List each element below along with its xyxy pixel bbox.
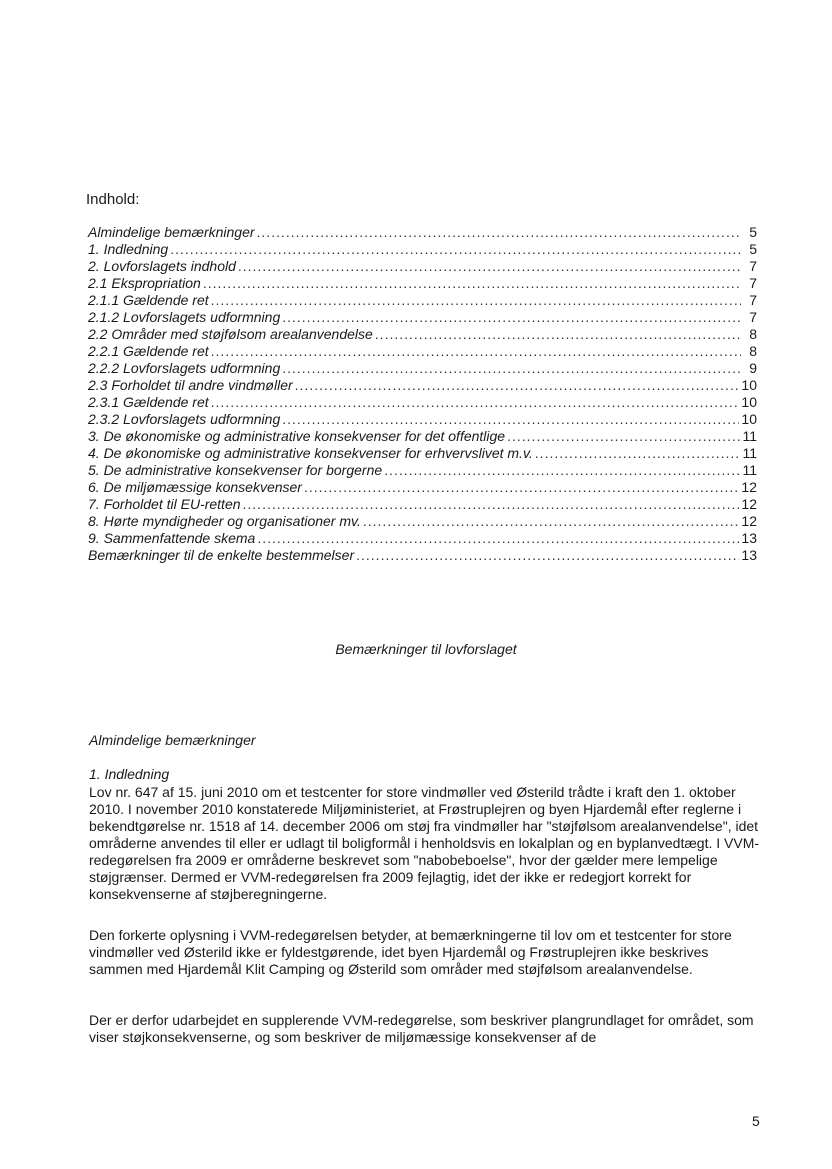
toc-dot-leader bbox=[170, 241, 741, 258]
toc-entry-title: 9. Sammenfattende skema bbox=[88, 530, 256, 546]
toc-entry-title: 8. Hørte myndigheder og organisationer mv. bbox=[88, 513, 361, 529]
toc-entry-title: 5. De administrative konsekvenser for borgerne bbox=[88, 462, 383, 478]
toc-entry bbox=[88, 411, 757, 428]
section-heading: Almindelige bemærkninger bbox=[89, 732, 256, 748]
toc-entry-title: 2.3 Forholdet til andre vindmøller bbox=[88, 377, 293, 393]
toc-entry-page: 11 bbox=[742, 445, 757, 461]
toc-dot-leader bbox=[257, 530, 739, 547]
toc-entry-page: 5 bbox=[749, 241, 757, 257]
toc-entry-title: 2.2.2 Lovforslagets udformning bbox=[88, 360, 281, 376]
toc-entry-page: 10 bbox=[741, 377, 757, 393]
toc-dot-leader bbox=[282, 309, 741, 326]
toc-entry bbox=[88, 275, 757, 292]
toc-entry bbox=[88, 547, 757, 564]
toc-dot-leader bbox=[211, 292, 741, 309]
toc-entry bbox=[88, 428, 757, 445]
toc-entry bbox=[88, 224, 757, 241]
toc-entry-page: 11 bbox=[742, 462, 757, 478]
toc-entry-title: Almindelige bemærkninger bbox=[88, 224, 255, 240]
toc-entry-title: Bemærkninger til de enkelte bestemmelser bbox=[88, 547, 355, 563]
toc-dot-leader bbox=[282, 360, 741, 377]
toc-entry-page: 11 bbox=[742, 428, 757, 444]
toc-entry bbox=[88, 394, 757, 411]
toc-entry-title: 2.2.1 Gældende ret bbox=[88, 343, 209, 359]
toc-entry-title: 3. De økonomiske og administrative konsekvenser for det offentlige bbox=[88, 428, 506, 444]
page-number: 5 bbox=[752, 1113, 760, 1129]
toc-dot-leader bbox=[295, 377, 740, 394]
toc-entry bbox=[88, 241, 757, 258]
toc-entry-page: 5 bbox=[749, 224, 757, 240]
toc-entry bbox=[88, 530, 757, 547]
table-of-contents bbox=[88, 224, 757, 564]
toc-dot-leader bbox=[535, 445, 741, 462]
toc-entry bbox=[88, 343, 757, 360]
toc-entry-title: 2.3.1 Gældende ret bbox=[88, 394, 209, 410]
toc-entry-page: 13 bbox=[741, 547, 757, 563]
toc-entry bbox=[88, 462, 757, 479]
toc-dot-leader bbox=[356, 547, 739, 564]
toc-dot-leader bbox=[363, 513, 740, 530]
toc-entry-title: 4. De økonomiske og administrative konsekvenser for erhvervslivet m.v. bbox=[88, 445, 533, 461]
body-paragraph: Den forkerte oplysning i VVM-redegørelsen betyder, at bemærkningerne til lov om et testcenter for store vindmøller ved Østerild ikke er fyldestgørende, idet byen Hjardemål og Frøstruplejren ikke beskrives sammen med Hjardemål Klit Camping og Østerild som områder med støjfølsom arealanvendelse. bbox=[89, 927, 732, 977]
toc-entry bbox=[88, 326, 757, 343]
toc-entry bbox=[88, 479, 757, 496]
toc-entry-page: 8 bbox=[749, 326, 757, 342]
toc-entry bbox=[88, 496, 757, 513]
toc-dot-leader bbox=[507, 428, 740, 445]
toc-entry-title: 7. Forholdet til EU-retten bbox=[88, 496, 241, 512]
toc-dot-leader bbox=[238, 258, 741, 275]
toc-entry-page: 12 bbox=[741, 479, 757, 495]
toc-heading: Indhold: bbox=[86, 191, 140, 208]
toc-entry-page: 10 bbox=[741, 394, 757, 410]
body-paragraph: Lov nr. 647 af 15. juni 2010 om et testcenter for store vindmøller ved Østerild trådte i kraft den 1. oktober 2010. I november 2010 konstaterede Miljøministeriet, at Frøstruplejren og byen Hjardemål efter reglerne i bekendtgørelse nr. 1518 af 14. december 2006 om støj fra vindmøller har "støjfølsom arealanvendelse", idet områderne anvendes til eller er udlagt til boligformål i henholdsvis en lokalplan og en byplanvedtægt. I VVM-redegørelsen fra 2009 er områderne beskrevet som "nabobeboelse", hvor der gælder mere lempelige støjgrænser. Dermed er VVM-redegørelsen fra 2009 fejlagtig, idet der ikke er redegjort korrekt for konsekvenserne af støjberegningerne. bbox=[89, 784, 760, 902]
toc-entry bbox=[88, 292, 757, 309]
subsection-heading: 1. Indledning bbox=[89, 766, 170, 782]
toc-entry-title: 2.1 Ekspropriation bbox=[88, 275, 201, 291]
toc-entry-page: 7 bbox=[749, 309, 757, 325]
toc-entry-page: 9 bbox=[749, 360, 757, 376]
toc-entry bbox=[88, 360, 757, 377]
toc-entry bbox=[88, 445, 757, 462]
toc-entry bbox=[88, 377, 757, 394]
toc-dot-leader bbox=[203, 275, 741, 292]
toc-entry-page: 12 bbox=[741, 513, 757, 529]
toc-entry-page: 7 bbox=[749, 275, 757, 291]
toc-entry-title: 2. Lovforslagets indhold bbox=[88, 258, 236, 274]
toc-dot-leader bbox=[243, 496, 740, 513]
toc-dot-leader bbox=[257, 224, 741, 241]
toc-entry bbox=[88, 309, 757, 326]
toc-dot-leader bbox=[384, 462, 740, 479]
toc-dot-leader bbox=[211, 394, 740, 411]
toc-entry-page: 7 bbox=[749, 258, 757, 274]
toc-entry-title: 2.1.2 Lovforslagets udformning bbox=[88, 309, 281, 325]
toc-entry-page: 12 bbox=[741, 496, 757, 512]
toc-entry bbox=[88, 258, 757, 275]
toc-entry-page: 13 bbox=[741, 530, 757, 546]
toc-dot-leader bbox=[304, 479, 739, 496]
toc-dot-leader bbox=[282, 411, 739, 428]
toc-entry-title: 2.2 Områder med støjfølsom arealanvendelse bbox=[88, 326, 373, 342]
body-paragraph: Der er derfor udarbejdet en supplerende VVM-redegørelse, som beskriver plangrundlaget for området, som viser støjkonsekvenserne, og som beskriver de miljømæssige konsekvenser af de bbox=[89, 1012, 754, 1045]
toc-entry bbox=[88, 513, 757, 530]
toc-dot-leader bbox=[375, 326, 741, 343]
toc-entry-title: 6. De miljømæssige konsekvenser bbox=[88, 479, 302, 495]
toc-entry-title: 1. Indledning bbox=[88, 241, 169, 257]
toc-entry-title: 2.1.1 Gældende ret bbox=[88, 292, 209, 308]
toc-entry-page: 7 bbox=[749, 292, 757, 308]
main-title: Bemærkninger til lovforslaget bbox=[335, 641, 517, 657]
toc-entry-page: 10 bbox=[741, 411, 757, 427]
toc-dot-leader bbox=[211, 343, 741, 360]
toc-entry-page: 8 bbox=[749, 343, 757, 359]
toc-entry-title: 2.3.2 Lovforslagets udformning bbox=[88, 411, 281, 427]
